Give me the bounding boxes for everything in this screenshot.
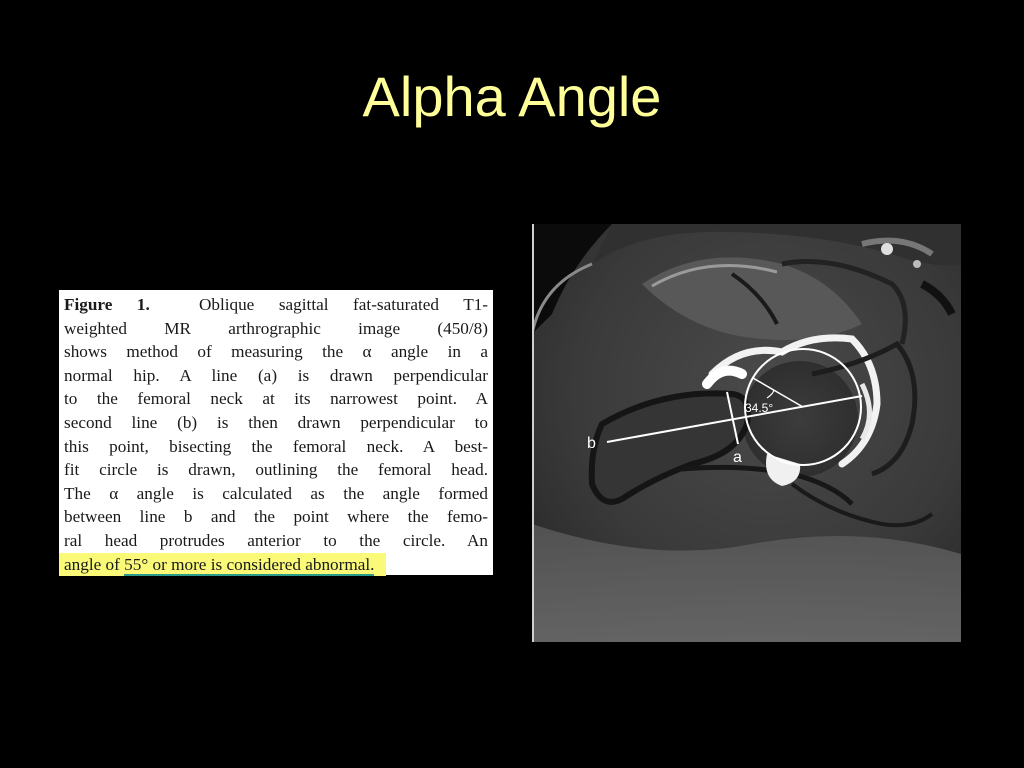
caption-line-9: The α angle is calculated as the angle formed <box>64 483 488 503</box>
caption-line-1 <box>64 293 488 317</box>
caption-line-8: fit circle is drawn, outlining the femoral head. <box>64 460 488 480</box>
caption-line-4: normal hip. A line (a) is drawn perpendicular <box>64 365 488 385</box>
caption-line-3: shows method of measuring the α angle in a <box>64 342 488 362</box>
caption-line-5: to the femoral neck at its narrowest point. A <box>64 389 488 409</box>
abnormal-threshold-text: 55° or more is considered abnormal. <box>124 554 375 574</box>
caption-line-11: ral head protrudes anterior to the circle. An <box>64 530 488 550</box>
figure-caption <box>59 290 493 575</box>
label-b: b <box>587 435 596 452</box>
caption-line-12 <box>64 553 488 577</box>
caption-line-10: between line b and the point where the femo- <box>64 507 488 527</box>
label-a: a <box>733 449 742 466</box>
highlighted-conclusion <box>59 553 386 577</box>
caption-line-6: second line (b) is then drawn perpendicular to <box>64 412 488 432</box>
caption-line-1-text: Oblique sagittal fat-saturated T1- <box>198 295 489 314</box>
caption-line-7: this point, bisecting the femoral neck. A best- <box>64 436 488 456</box>
angle-measurement-label: 34.5° <box>745 401 774 415</box>
mr-arthrogram-image <box>532 224 961 642</box>
slide-title: Alpha Angle <box>362 65 662 128</box>
caption-last-prefix: angle of <box>64 554 125 574</box>
caption-line-2: weighted MR arthrographic image (450/8) <box>64 318 488 338</box>
figure-label: Figure 1. <box>64 295 150 314</box>
